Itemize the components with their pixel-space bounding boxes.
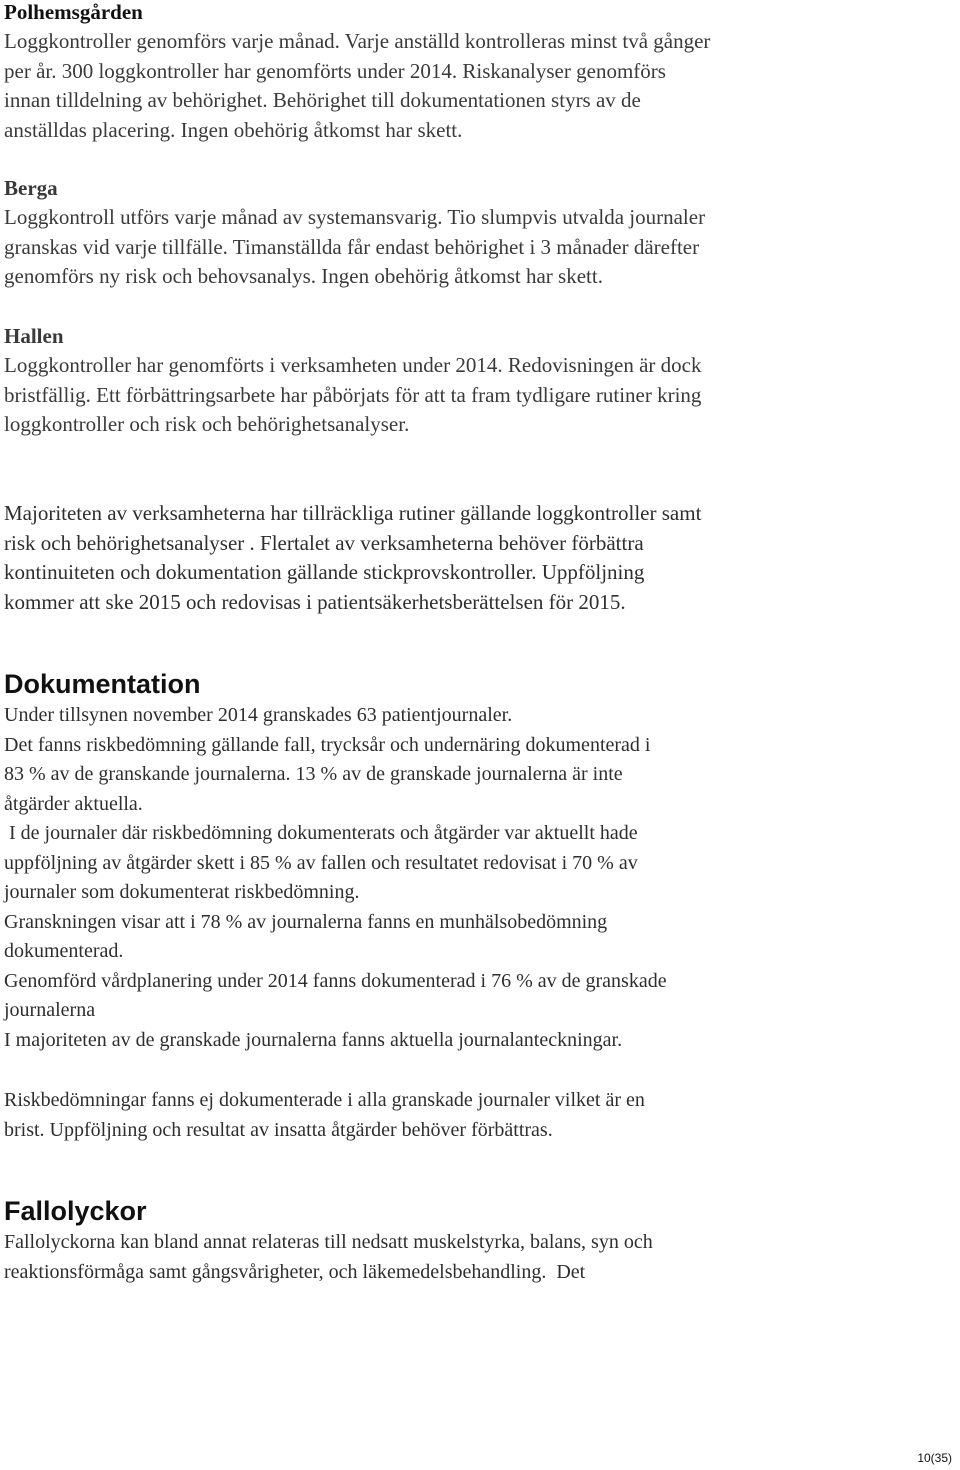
text-line: kontinuiteten och dokumentation gällande stickprovskontroller. Uppföljning bbox=[4, 560, 645, 584]
text-line: Det fanns riskbedömning gällande fall, trycksår och undernäring dokumenterad i bbox=[4, 733, 651, 756]
section-dokumentation bbox=[4, 667, 954, 1055]
dokumentation-conclusion bbox=[4, 1086, 954, 1145]
text-line: 83 % av de granskande journalerna. 13 % av de granskade journalerna är inte bbox=[4, 763, 623, 785]
text-line: Loggkontroller har genomförts i verksamheten under 2014. Redovisningen är dock bbox=[4, 353, 702, 377]
section-heading: Fallolyckor bbox=[4, 1196, 147, 1226]
text-line: journaler som dokumenterat riskbedömning. bbox=[4, 881, 360, 903]
summary-paragraph bbox=[4, 499, 954, 617]
text-line: granskas vid varje tillfälle. Timanställda får endast behörighet i 3 månader därefter bbox=[4, 234, 700, 259]
text-line: reaktionsförmåga samt gångsvårigheter, och läkemedelsbehandling. Det bbox=[4, 1260, 586, 1283]
text-line: Loggkontroller genomförs varje månad. Varje anställd kontrolleras minst två gånger bbox=[4, 29, 711, 53]
text-line: uppföljning av åtgärder skett i 85 % av fallen och resultatet redovisat i 70 % av bbox=[4, 851, 638, 874]
section-berga bbox=[4, 174, 954, 292]
text-line: risk och behörighetsanalyser . Flertalet av verksamheterna behöver förbättra bbox=[4, 530, 644, 555]
text-line: bristfällig. Ett förbättringsarbete har påbörjats för att ta fram tydligare rutiner kring bbox=[4, 382, 702, 407]
text-line: åtgärder aktuella. bbox=[4, 792, 143, 815]
text-line: I de journaler där riskbedömning dokumenterats och åtgärder var aktuellt hade bbox=[4, 822, 638, 844]
paragraph bbox=[4, 499, 954, 617]
page-number: 10(35) bbox=[917, 1451, 952, 1465]
text-line: loggkontroller och risk och behörighetsanalyser. bbox=[4, 412, 410, 436]
text-line: kommer att ske 2015 och redovisas i patientsäkerhetsberättelsen för 2015. bbox=[4, 589, 626, 614]
text-line: I majoriteten av de granskade journalerna fanns aktuella journalanteckningar. bbox=[4, 1028, 623, 1051]
paragraph bbox=[4, 701, 954, 1055]
paragraph bbox=[4, 351, 954, 440]
section-fallolyckor bbox=[4, 1194, 954, 1287]
text-line: Majoriteten av verksamheterna har tillräckliga rutiner gällande loggkontroller samt bbox=[4, 501, 702, 525]
text-line: Riskbedömningar fanns ej dokumenterade i alla granskade journaler vilket är en bbox=[4, 1089, 645, 1111]
paragraph bbox=[4, 27, 954, 145]
text-line: brist. Uppföljning och resultat av insatta åtgärder behöver förbättras. bbox=[4, 1118, 553, 1141]
text-line: per år. 300 loggkontroller har genomförts under 2014. Riskanalyser genomförs bbox=[4, 58, 666, 83]
section-title: Polhemsgården bbox=[4, 0, 143, 24]
section-hallen bbox=[4, 322, 954, 440]
paragraph bbox=[4, 1086, 954, 1145]
paragraph bbox=[4, 1228, 954, 1287]
paragraph bbox=[4, 203, 954, 292]
section-heading: Dokumentation bbox=[4, 669, 201, 699]
text-line: genomförs ny risk och behovsanalys. Ingen obehörig åtkomst har skett. bbox=[4, 264, 603, 288]
section-title: Hallen bbox=[4, 324, 64, 348]
section-polhemsgarden bbox=[4, 0, 954, 145]
text-line: Loggkontroll utförs varje månad av systemansvarig. Tio slumpvis utvalda journaler bbox=[4, 205, 706, 229]
text-line: Genomförd vårdplanering under 2014 fanns dokumenterad i 76 % av de granskade bbox=[4, 969, 667, 992]
section-title: Berga bbox=[4, 176, 58, 200]
text-line: Fallolyckorna kan bland annat relateras till nedsatt muskelstyrka, balans, syn och bbox=[4, 1231, 653, 1253]
text-line: anställdas placering. Ingen obehörig åtkomst har skett. bbox=[4, 117, 463, 142]
text-line: Under tillsynen november 2014 granskades 63 patientjournaler. bbox=[4, 704, 513, 726]
text-line: Granskningen visar att i 78 % av journalerna fanns en munhälsobedömning bbox=[4, 910, 608, 933]
text-line: innan tilldelning av behörighet. Behörighet till dokumentationen styrs av de bbox=[4, 88, 641, 112]
text-line: dokumenterad. bbox=[4, 940, 124, 962]
text-line: journalerna bbox=[4, 999, 96, 1021]
